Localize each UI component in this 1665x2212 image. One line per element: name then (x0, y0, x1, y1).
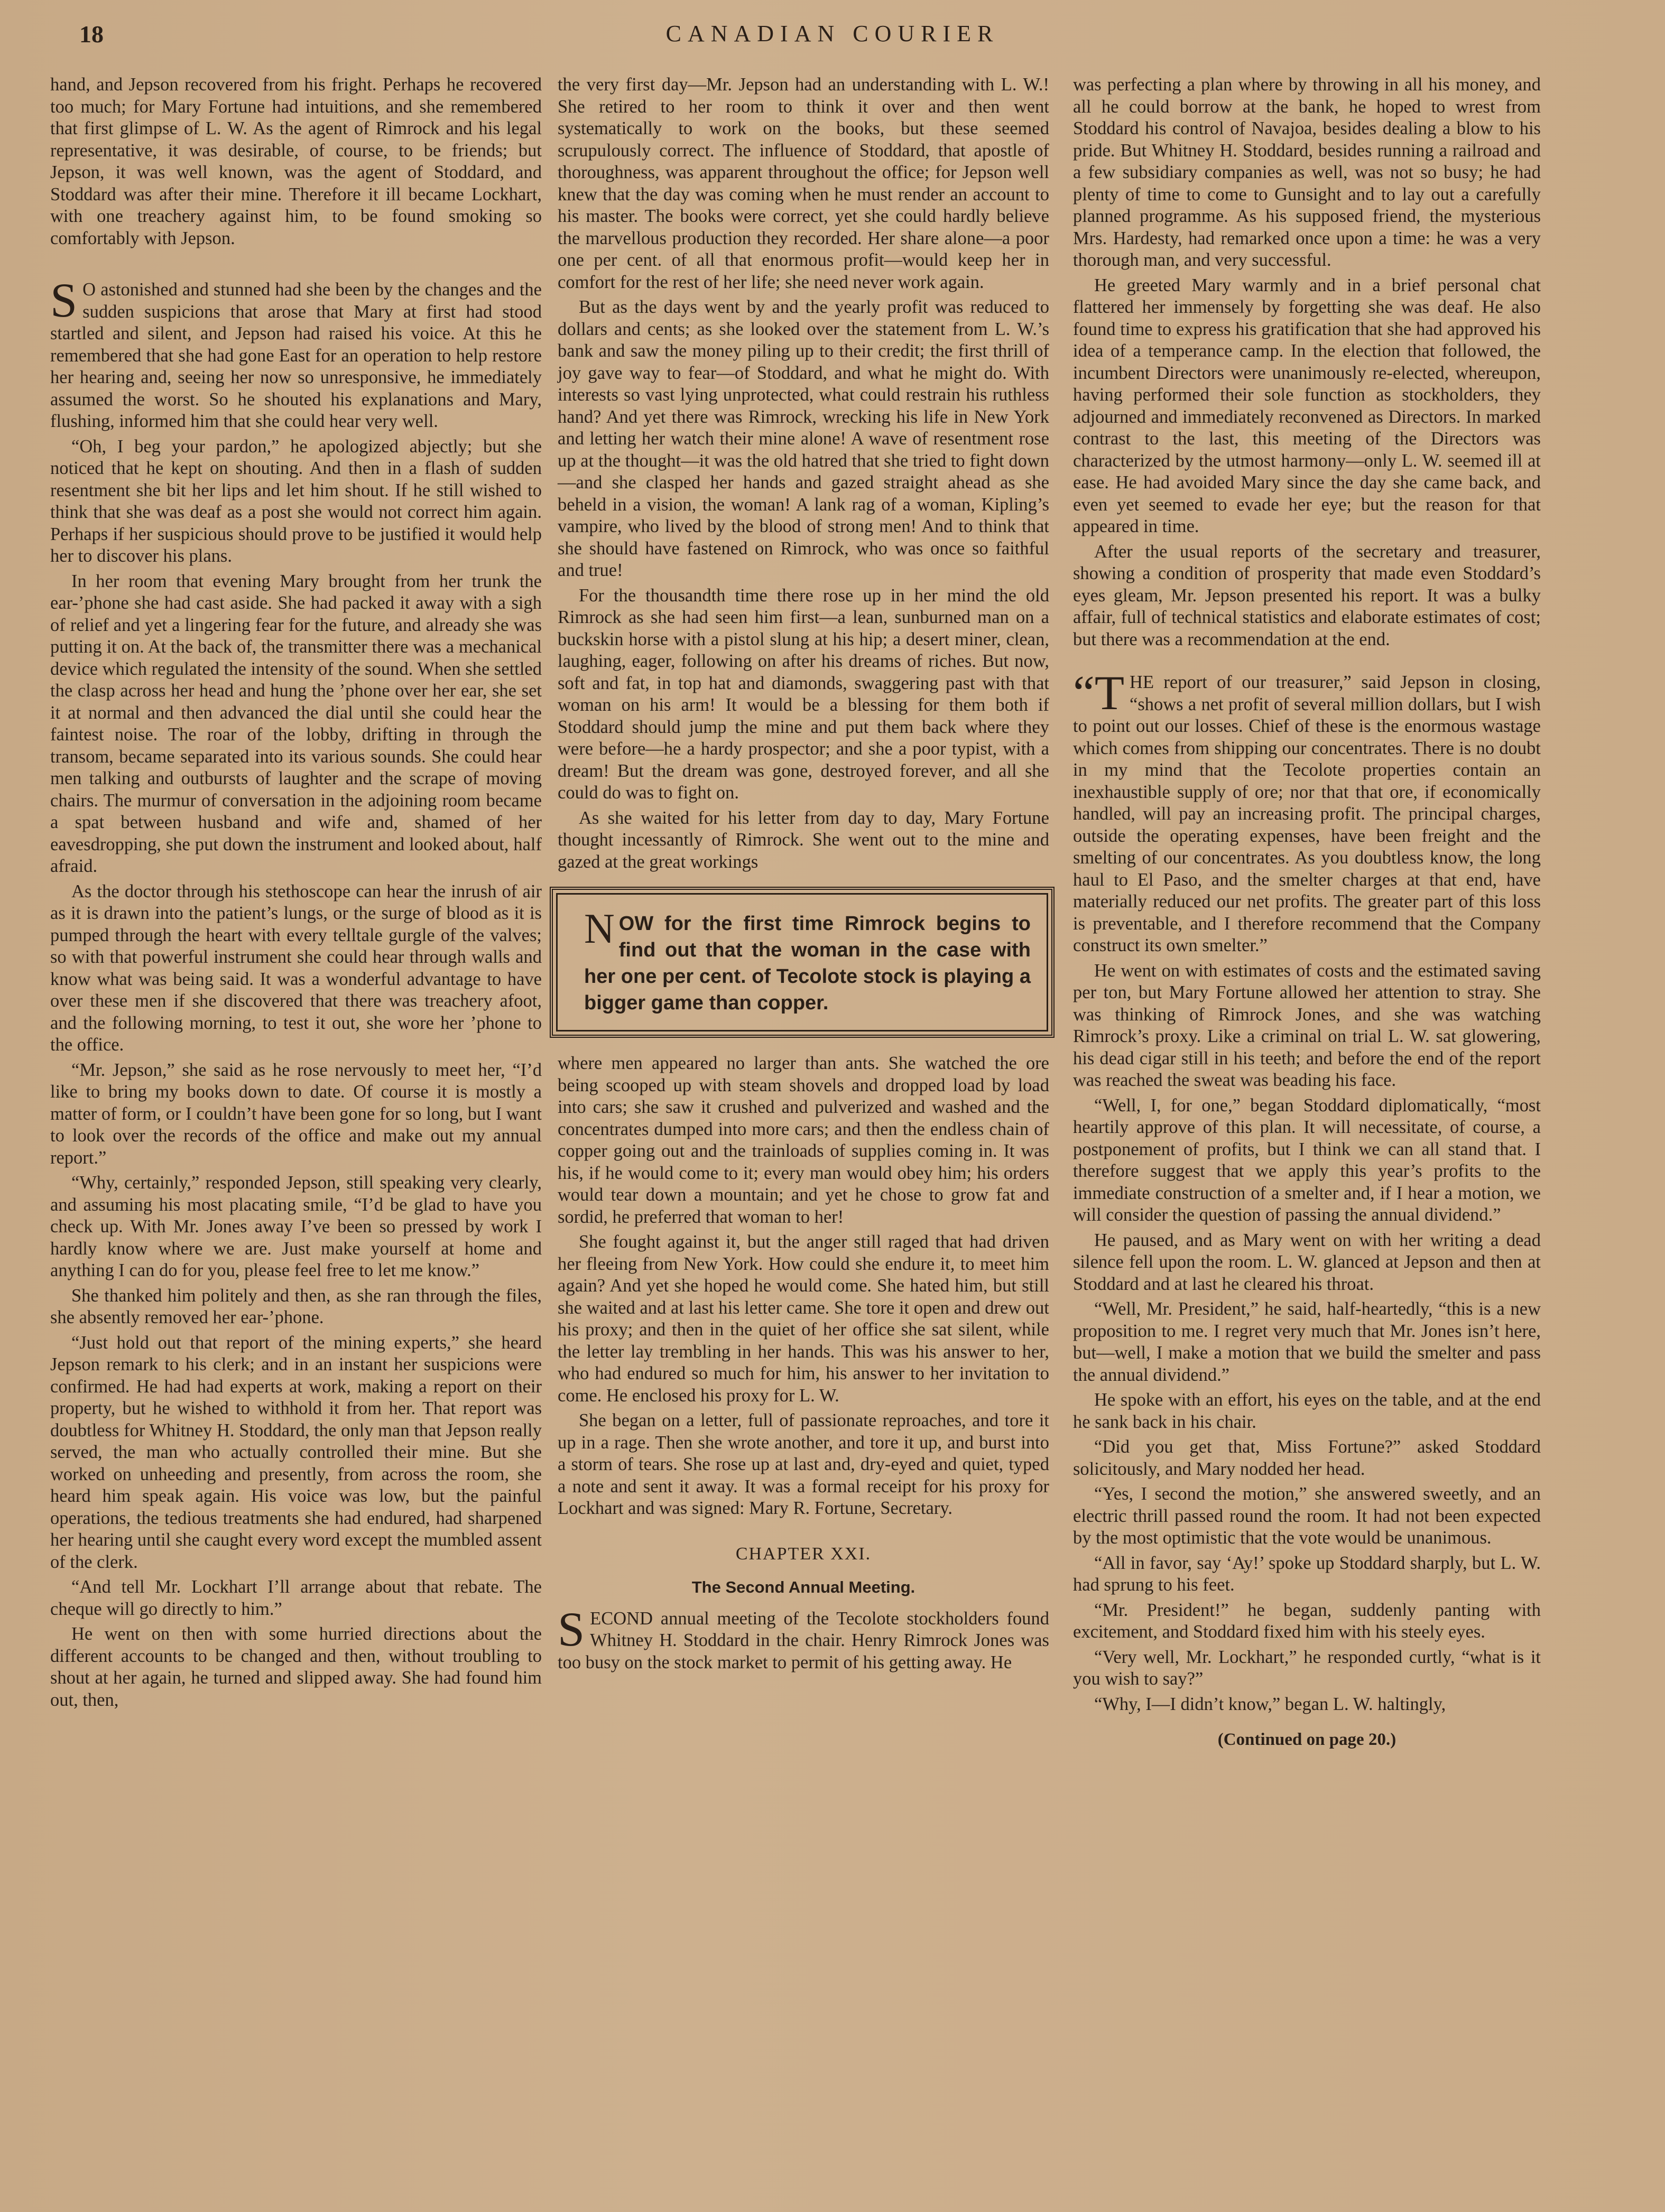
column-3-top (1073, 74, 1541, 650)
paragraph-text: “Mr. Jepson,” she said as he rose nervously to meet her, “I’d like to bring my books down to date. Of course it is mostly a matter of form, or I couldn’t have been gone for so long, but I want to look over the records of the office and make out my annual report.” (50, 1059, 542, 1168)
paragraph (50, 1285, 542, 1329)
paragraph-text: “Just hold out that report of the mining experts,” she heard Jepson remark to his clerk; and in an instant her suspicions were confirmed. He had had experts at work, making a report on their property, but he wished to withhold it from her. That report was doubtless for Whitney H. Stoddard, the only man that Jepson really served, the man who actually controlled their mine. But she worked on unheeding and presently, from across the room, she heard him speak again. His voice was low, but the painful operations, the tedious treatments she had endured, had sharpened her hearing until she caught every word except the mumbled assent of the clerk. (50, 1332, 542, 1572)
paragraph-text: He paused, and as Mary went on with her writing a dead silence fell upon the room. L. W. glanced at Jepson and then at Stoddard and at last he cleared his throat. (1073, 1230, 1541, 1294)
paragraph-text: “Well, Mr. President,” he said, half-heartedly, “this is a new proposition to me. I regret very much that Mr. Jones isn’t here, but—well, I make a motion that we build the smelter and pass the annual dividend.” (1073, 1299, 1541, 1385)
drop-cap: S (558, 1602, 585, 1656)
paragraph (50, 436, 542, 568)
paragraph (558, 1231, 1049, 1407)
paragraph-text: O astonished and stunned had she been by the changes and the sudden suspicions that arose that Mary at first had stood startled and silent, and Jepson had raised his voice. At this he remembered that she had gone East for an operation to help restore her hearing and, seeing her now so unresponsive, he immediately assumed the worst. So he shouted his explanations and Mary, flushing, informed him that she could hear very well. (50, 280, 542, 431)
paragraph (558, 296, 1049, 582)
drop-cap: “T (1073, 666, 1125, 720)
paragraph-text: After the usual reports of the secretary and treasurer, showing a condition of prosperity that made even Stoddard’s eyes gleam, Mr. Jepson presented his report. It was a bulky affair, full of technical statistics and elaborate estimates of cost; but there was a recommendation at the end. (1073, 541, 1541, 649)
paragraph (1073, 1389, 1541, 1433)
paragraph (50, 571, 542, 878)
paragraph-text: the very first day—Mr. Jepson had an understanding with L. W.! She retired to her room to think it over and then went systematically to work on the books, but these seemed scrupulously correct. The influence of Stoddard, that apostle of thoroughness, was apparent throughout the office; for Jepson well knew that the day was coming when he must render an account to his master. The books were correct, yet she could hardly believe the marvellous production they recorded. Her share alone—a poor one per cent. of all that enormous profit—would keep her in comfort for the rest of her life; she need never work again. (558, 75, 1049, 292)
masthead: CANADIAN COURIER (665, 21, 1000, 47)
paragraph (558, 1410, 1049, 1520)
paragraph (1073, 541, 1541, 651)
paragraph (1073, 1298, 1541, 1386)
paragraph-text: “Oh, I beg your pardon,” he apologized abjectly; but she noticed that he kept on shouting. And then in a flash of sudden resentment she bit her lips and let him shout. If he still wished to think that she was deaf as a post she would not correct him again. Perhaps if her suspicious should prove to be justified it would help her to discover his plans. (50, 436, 542, 566)
paragraph-text: where men appeared no larger than ants. She watched the ore being scooped up with steam shovels and dropped load by load into cars; she saw it crushed and pulverized and washed and the concentrates dumped into more cars; and then the endless chain of copper going out and the trainloads of supplies coming in. It was his, if he would come to it; every man would obey him; his orders would tear down a mountain; and yet he chose to grow fat and sordid, he preferred that woman to her! (558, 1053, 1049, 1227)
paragraph (50, 1623, 542, 1711)
paragraph-text: He went on then with some hurried directions about the different accounts to be changed and then, without troubling to shout at her again, he turned and slipped away. She had found him out, then, (50, 1624, 542, 1710)
paragraph (1073, 1600, 1541, 1643)
paragraph (1073, 666, 1541, 957)
column-1 (50, 74, 542, 1714)
paragraph-text: He greeted Mary warmly and in a brief personal chat flattered her immensely by forgetting she was deaf. He also found time to express his gratification that she had approved his idea of a temperance camp. In the election that followed, the incumbent Directors were unanimously re-elected, whereupon, having performed their sole function as stockholders, they adjourned and immediately reconvened as Directors. In marked contrast to the last, this meeting of the Directors was characterized by the utmost harmony—only L. W. seemed ill at ease. He had avoided Mary since the day she came back, and even yet seemed to evade her eye; but the reason for that appeared in time. (1073, 275, 1541, 536)
paragraph (50, 881, 542, 1056)
paragraph-text: She began on a letter, full of passionate reproaches, and tore it up in a rage. Then she wrote another, and tore it up, and burst into a storm of tears. She rose up at last and, dry-eyed and quiet, typed a note and sent it away. It was a formal receipt for his proxy for Lockhart and was signed: Mary R. Fortune, Secretary. (558, 1410, 1049, 1518)
paragraph (1073, 275, 1541, 538)
column-2-chapter (558, 1602, 1049, 1674)
paragraph-text: was perfecting a plan where by throwing in all his money, and all he could borrow at the bank, he hoped to wrest from Stoddard his control of Navajoa, besides dealing a blow to his pride. But Whitney H. Stoddard, besides running a railroad and a few subsidiary companies as well, was not so busy; he had plenty of time to come to Gunsight and to lay out a carefully planned programme. As his supposed friend, the mysterious Mrs. Hardesty, had remarked once upon a time: he was a very thorough man, and very successful. (1073, 75, 1541, 270)
paragraph-text: hand, and Jepson recovered from his fright. Perhaps he recovered too much; for Mary Fortune had intuitions, and she remembered that first glimpse of L. W. As the agent of Rimrock and his legal representative, it was desirable, of course, to be friends; but Jepson, it was well known, was the agent of Stoddard, and Stoddard was after their mine. Therefore it ill became Lockhart, with one treachery against him, to be found smoking so comfortably with Jepson. (50, 75, 542, 248)
paragraph (1073, 1230, 1541, 1296)
paragraph-text: “Very well, Mr. Lockhart,” he responded curtly, “what is it you wish to say?” (1073, 1647, 1541, 1689)
paragraph (50, 74, 542, 249)
paragraph (1073, 960, 1541, 1092)
paragraph-text: “Why, I—I didn’t know,” began L. W. haltingly, (1094, 1694, 1446, 1714)
paragraph-text: “Yes, I second the motion,” she answered sweetly, and an electric thrill passed round the room. It had not been expected by the most optimistic that the vote would be unanimous. (1073, 1484, 1541, 1548)
paragraph (50, 1332, 542, 1574)
paragraph-text: “Mr. President!” he began, suddenly panting with excitement, and Stoddard fixed him with his steely eyes. (1073, 1600, 1541, 1642)
paragraph-text: He spoke with an effort, his eyes on the table, and at the end he sank back in his chair. (1073, 1390, 1541, 1432)
paragraph-text: She thanked him politely and then, as she ran through the files, she absently removed her ear-’phone. (50, 1285, 542, 1327)
paragraph-text: ECOND annual meeting of the Tecolote stockholders found Whitney H. Stoddard in the chair. Henry Rimrock Jones was too busy on the stock market to permit of his getting away. He (558, 1608, 1049, 1672)
paragraph (50, 1576, 542, 1620)
column-2-bottom (558, 1053, 1049, 1520)
paragraph (1073, 1483, 1541, 1549)
column-2 (558, 74, 1049, 1677)
paragraph-text: As she waited for his letter from day to day, Mary Fortune thought incessantly of Rimrock. She went out to the mine and gazed at the great workings (558, 807, 1049, 872)
paragraph (1073, 1694, 1541, 1716)
pull-quote-box (550, 887, 1054, 1038)
paragraph-text: But as the days went by and the yearly profit was reduced to dollars and cents; as she looked over the statement from L. W.’s bank and saw the money piling up to their credit; the first thrill of joy gave way to fear—of Stoddard, and what he might do. With interests so vast lying unprotected, what could restrain his ruthless hand? And yet there was Rimrock, wrecking his life in New York and letting her watch their mine alone! A wave of resentment rose up at the thought—it was the old hatred that she tried to fight down—and she clasped her hands and gazed straight ahead as she beheld in a vision, the woman! A lank rag of a woman, Kipling’s vampire, who lived by the blood of strong men! And to think that she should have fastened on Rimrock, who was once so faithful and true! (558, 297, 1049, 580)
paragraph-text: “All in favor, say ‘Ay!’ spoke up Stoddard sharply, but L. W. had sprung to his feet. (1073, 1553, 1541, 1595)
paragraph (50, 273, 542, 433)
drop-cap: S (50, 273, 78, 327)
paragraph-text: HE report of our treasurer,” said Jepson in closing, “shows a net profit of several million dollars, but I wish to point out our losses. Chief of these is the enormous wastage which comes from shipping our concentrates. There is no doubt in my mind that the Tecolote properties contain an inexhaustible supply of ore; nor that that ore, if economically handled, will pay an increasing profit. The principal charges, outside the operating expenses, have been freight and the smelting of our concentrates. As you doubtless know, the long haul to El Paso, and the smelter charges at that end, have materially reduced our net profits. The greater part of this loss is preventable, and I therefore recommend that the Company construct its own smelter.” (1073, 672, 1541, 955)
paragraph-text: As the doctor through his stethoscope can hear the inrush of air as it is drawn into the patient’s lungs, or the surge of blood as it is pumped through the heart with every telltale gurgle of the valves; so with that powerful instrument she could hear through walls and know what was being said. It was a wonderful advantage to have over these men if she discovered that there was treachery afoot, and the following morning, to test it out, she wore her ’phone to the office. (50, 881, 542, 1055)
paragraph (558, 1602, 1049, 1674)
paragraph-text: “Did you get that, Miss Fortune?” asked Stoddard solicitously, and Mary nodded her head. (1073, 1437, 1541, 1479)
paragraph (1073, 1095, 1541, 1226)
paragraph (558, 74, 1049, 293)
paragraph (558, 585, 1049, 804)
paragraph-text: She fought against it, but the anger still raged that had driven her fleeing from New York. How could she endure it, to meet him again? And yet she hoped he would come. She hated him, but still she waited and at last his letter came. She tore it open and drew out his proxy; and then in the quiet of her office she sat silent, while the letter lay trembling in her hands. This was his answer to her, who had endured so much for him, his answer to her invitation to come. He enclosed his proxy for L. W. (558, 1232, 1049, 1406)
paragraph (50, 1172, 542, 1282)
paragraph (1073, 1647, 1541, 1690)
page-number: 18 (79, 21, 104, 48)
paragraph-text: In her room that evening Mary brought from her trunk the ear-’phone she had cast aside. She had packed it away with a sigh of relief and yet a lingering fear for the future, and already she was putting it on. At the back of, the transmitter there was a mechanical device which regulated the intensity of the sound. When she settled the clasp across her head and hung the ’phone over her ear, she set it at normal and then advanced the dial until she could hear the faintest noise. The roar of the lobby, drifting in through the transom, became separated into its various sounds. She could hear men talking and outbursts of laughter and the scrape of moving chairs. The murmur of conversation in the adjoining room became a spat between husband and wife and, shamed of her eavesdropping, she put down the instrument and looked about, half afraid. (50, 571, 542, 876)
paragraph-text: For the thousandth time there rose up in her mind the old Rimrock as she had seen him first—a lean, sunburned man on a buckskin horse with a pistol slung at his hip; a desert miner, clean, laughing, eager, following on after his dreams of riches. But now, soft and fat, in top hat and diamonds, swaggering past with that woman on his arm! It would be a blessing for them both if Stoddard should jump the mine and put them back where they were before—he a hardy prospector; and she a poor typist, with a dream! But the dream was gone, destroyed forever, and all she could do was to fight on. (558, 585, 1049, 803)
pull-quote-drop-cap: N (584, 906, 615, 952)
chapter-heading: CHAPTER XXI. (735, 1544, 872, 1564)
paragraph-text: “Well, I, for one,” began Stoddard diplomatically, “most heartily approve of this plan. It will necessitate, of course, a postponement of profits, but I think we can all stand that. I therefore suggest that we apply this year’s profits to the immediate construction of a smelter and, if I hear a motion, we will consider the question of passing the annual dividend.” (1073, 1095, 1541, 1225)
paragraph (1073, 74, 1541, 272)
paragraph-text: “And tell Mr. Lockhart I’ll arrange about that rebate. The cheque will go directly to him.” (50, 1577, 542, 1619)
paragraph (558, 807, 1049, 873)
paragraph (50, 1059, 542, 1169)
column-3-bottom (1073, 666, 1541, 1715)
column-2-top (558, 74, 1049, 873)
paragraph-text: “Why, certainly,” responded Jepson, still speaking very clearly, and assuming his most placating smile, “I’d be glad to have you check up. With Mr. Jones away I’ve been so pressed by work I hardly know where we are. Just make yourself at home and anything I can do for you, please feel free to let me know.” (50, 1173, 542, 1280)
chapter-title: The Second Annual Meeting. (691, 1578, 915, 1596)
paragraph (1073, 1436, 1541, 1480)
continued-note: (Continued on page 20.) (1217, 1730, 1396, 1749)
page-header (0, 20, 1665, 62)
paragraph-text: He went on with estimates of costs and the estimated saving per ton, but Mary Fortune allowed her attention to stray. She was thinking of Rimrock Jones, and she was watching Rimrock’s proxy. Like a criminal on trial L. W. sat glowering, his dead cigar still in his teeth; and before the end of the report was reached the sweat was beading his face. (1073, 960, 1541, 1090)
paragraph (1073, 1553, 1541, 1596)
pull-quote-text: OW for the first time Rimrock begins to find out that the woman in the case with her one per cent. of Tecolote stock is playing a bigger game than copper. (584, 913, 1031, 1014)
paragraph (558, 1053, 1049, 1228)
column-3 (1073, 74, 1541, 1751)
